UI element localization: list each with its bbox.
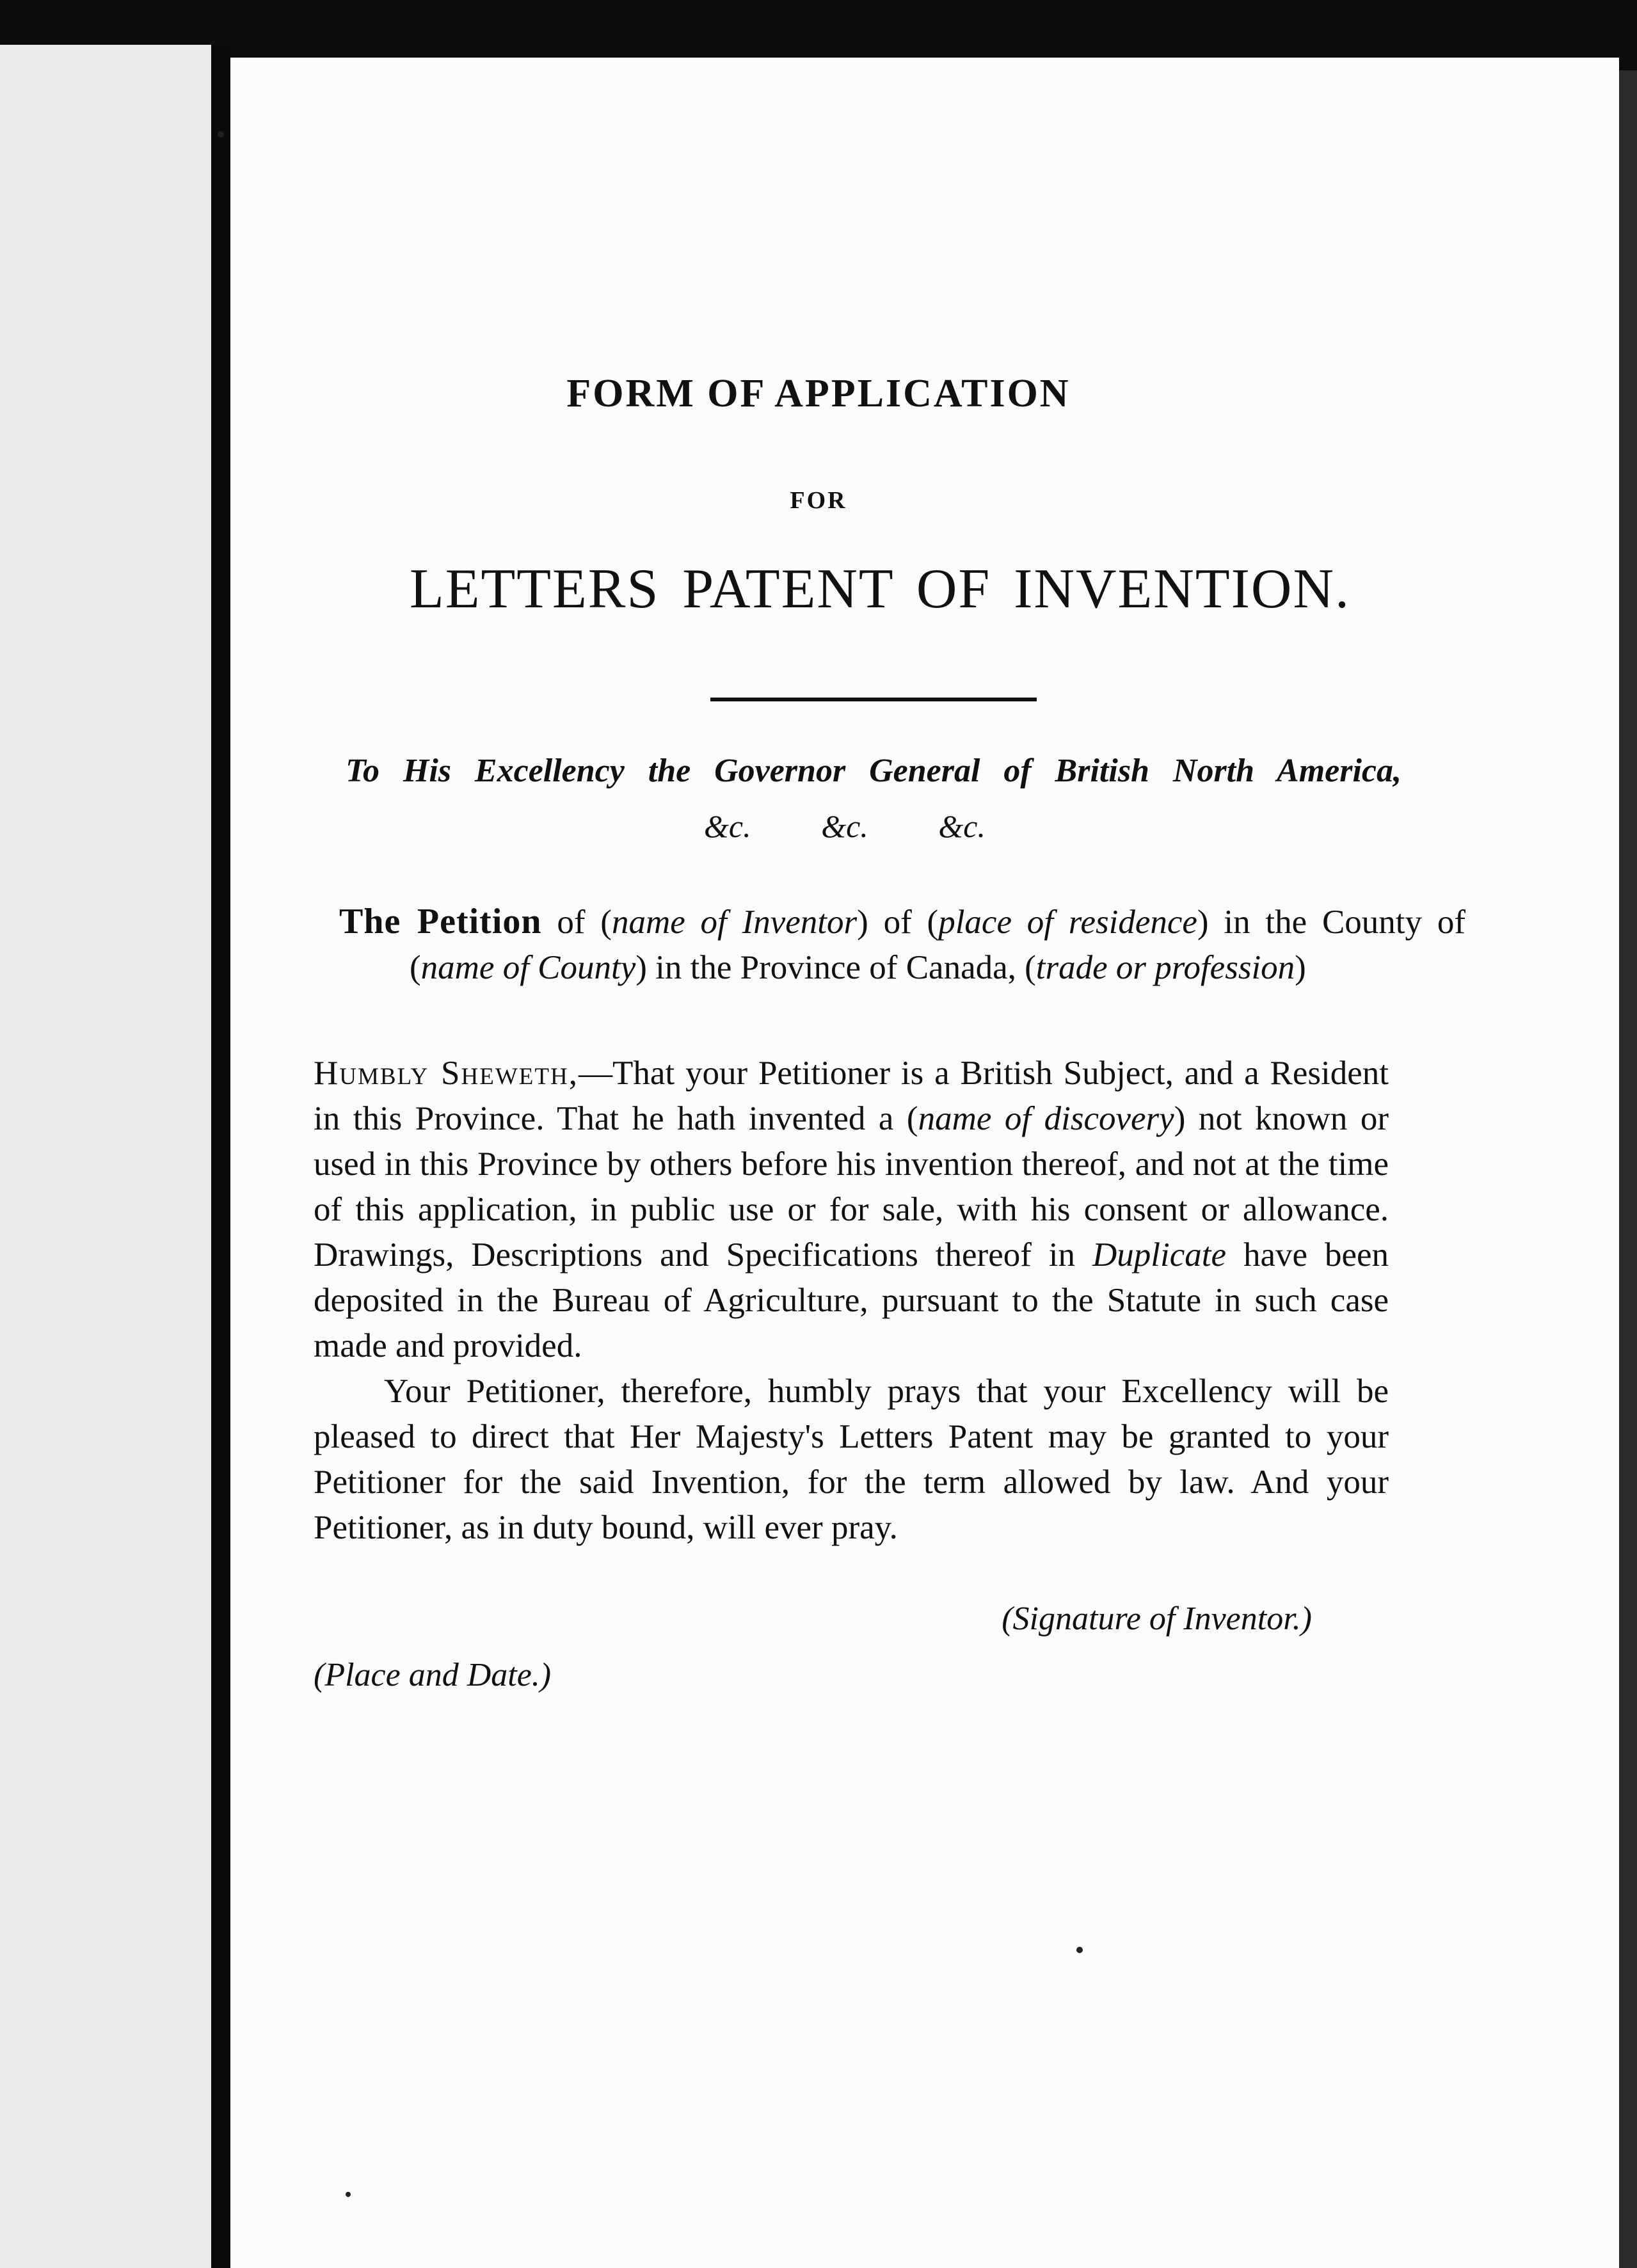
address-etc: [704, 808, 986, 845]
petition-opening: The Petition: [339, 902, 542, 941]
body-paragraph: [314, 1051, 1389, 1369]
petition-text: ) of (: [857, 904, 939, 941]
subtitle-word: LETTERS: [410, 558, 660, 620]
body-text: have been deposited in the Bureau of Agriculture, pursuant to the Statute in such case made and provided.: [314, 1236, 1389, 1364]
petition-text: of (: [541, 904, 612, 941]
print-speck: [346, 2192, 351, 2197]
petition-text: ) in the County of (: [410, 904, 1465, 986]
petition-text: ): [1295, 949, 1306, 986]
etc-mark: &c.: [938, 808, 986, 844]
body-text: ) not known or used in this Province by others before his invention thereof, and not at the time of this application, in public use or for sale, with his consent or allowance. Drawings, Descriptions and Specifications thereof in: [314, 1100, 1389, 1274]
petition-body: [314, 1051, 1389, 1551]
address-line: To His Excellency the Governor General of British North America,: [346, 753, 1401, 789]
signature-line: (Signature of Inventor.): [1002, 1601, 1312, 1637]
petition-field: name of Inventor: [611, 904, 858, 941]
subtitle-word: PATENT: [682, 558, 894, 620]
petition-field: name of County: [420, 949, 636, 986]
place-date-line: (Place and Date.): [314, 1657, 552, 1693]
document-subtitle: [410, 557, 1350, 621]
petition-field: trade or profession: [1035, 949, 1295, 986]
etc-mark: &c.: [821, 808, 868, 844]
subtitle-word: INVENTION.: [1014, 558, 1351, 620]
etc-mark: &c.: [704, 808, 751, 844]
prayer-paragraph: Your Petitioner, therefore, humbly prays that your Excellency will be pleased to direct that Her Majesty's Letters Patent may be granted to your Petitioner for the said Invention, for the term allowed by law. And your Petitioner, as in duty bound, will ever pray.: [314, 1373, 1389, 1546]
document-title: FORM OF APPLICATION: [566, 372, 1071, 415]
subtitle-word: OF: [916, 558, 991, 620]
print-speck: [1076, 1947, 1083, 1953]
petition-text: ) in the Province of Canada, (: [635, 949, 1036, 986]
humbly-sheweth: Humbly Sheweth,: [314, 1055, 579, 1092]
body-field: Duplicate: [1092, 1236, 1226, 1274]
title-rule: [710, 698, 1037, 701]
title-connector: FOR: [790, 487, 847, 514]
body-field: name of discovery: [918, 1100, 1174, 1137]
print-speck: [218, 131, 224, 138]
body-text: —That your Petitioner is a British Subject, and a Resident in this Province. That he hath invented a (: [314, 1055, 1389, 1137]
petition-field: place of residence: [938, 904, 1197, 941]
petition-paragraph: [339, 899, 1465, 991]
